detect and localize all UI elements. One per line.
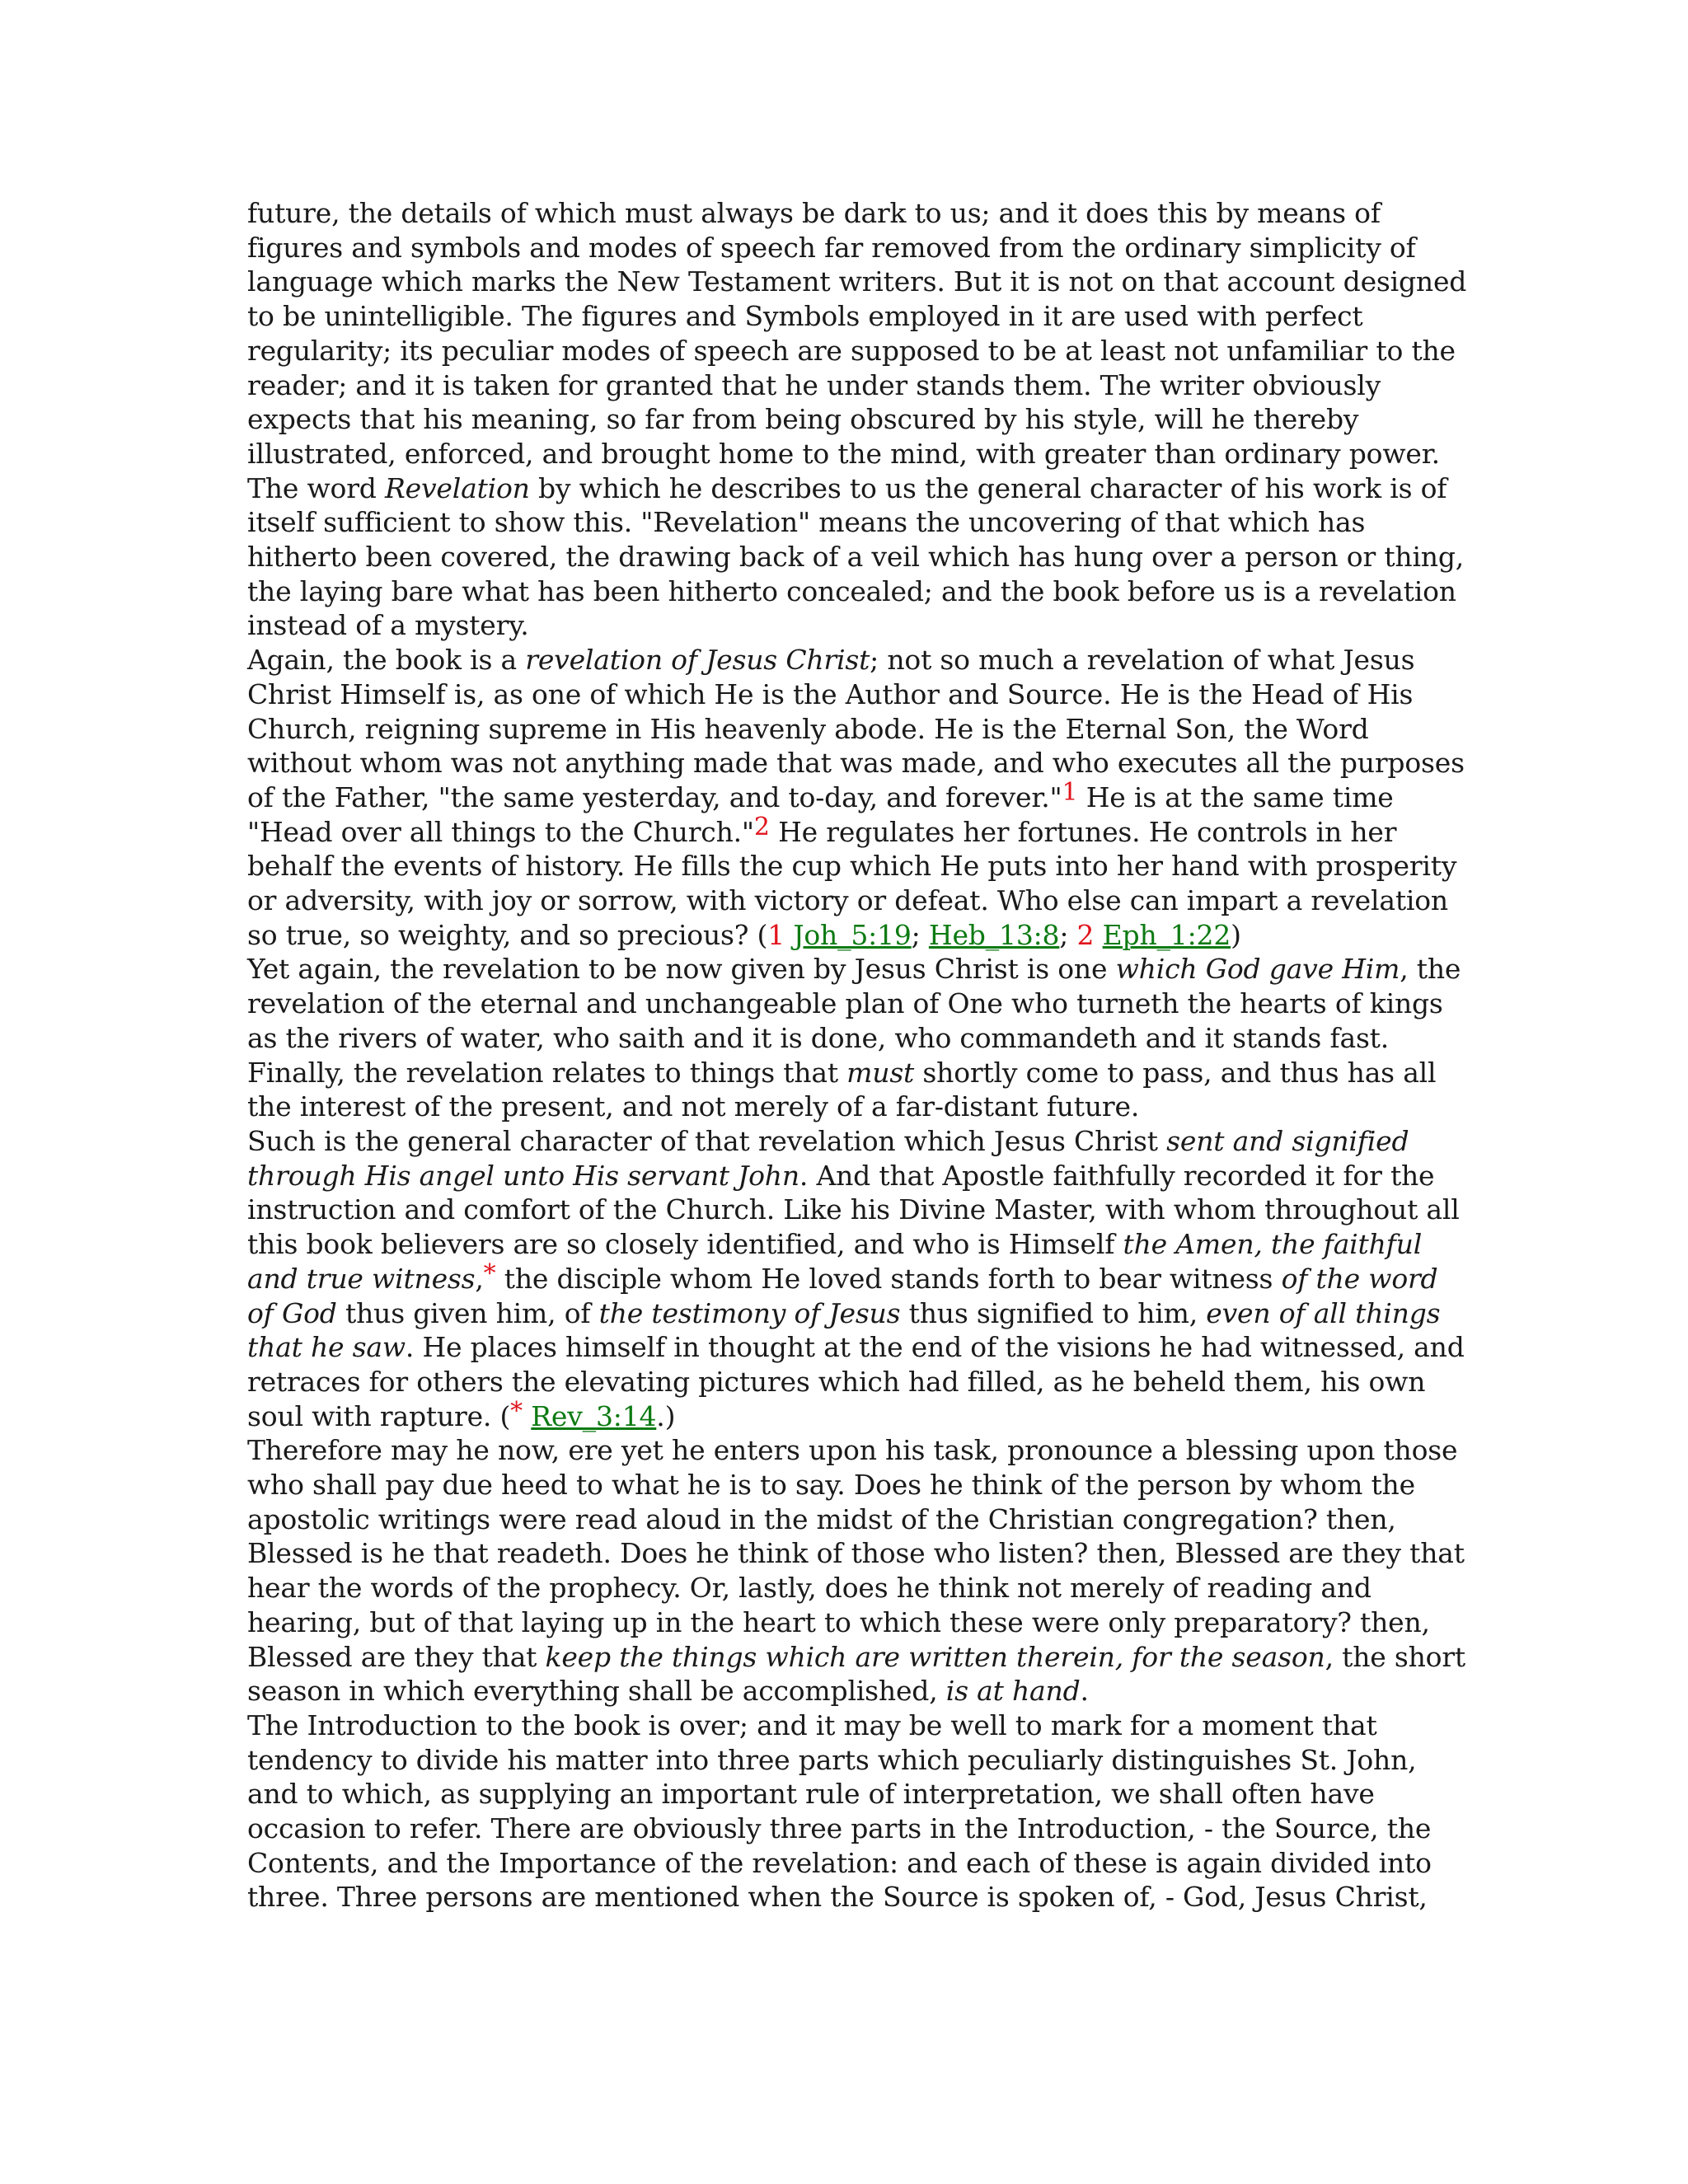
scripture-reference-link[interactable]: Joh_5:19 (793, 918, 912, 951)
text-run: thus given him, of (336, 1296, 599, 1329)
text-run (785, 919, 793, 951)
italic-run: sent and signified through His angel unto His servant John (247, 1124, 1409, 1192)
text-run: , the revelation of the eternal and unchangeable plan of One who turneth the hearts of kings as the rivers of water, who saith and it is done, who commandeth and it stands fast. (247, 953, 1461, 1054)
text-run: .) (656, 1399, 676, 1432)
text-run: future, the details of which must always be dark to us; and it does this by means of figures and symbols and modes of speech far removed from the ordinary simplicity of language which marks the New Testament writers. But it is not on that account designed to be unintelligible. The figures and Symbols employed in it are used with perfect regularity; its peculiar modes of speech are supposed to be at least not unfamiliar to the reader; and it is taken for granted that he under stands them. The writer obviously expects that his meaning, so far from being obscured by his style, will he thereby illustrated, enforced, and brought home to the mind, with greater than ordinary power. The word (247, 197, 1467, 504)
italic-run: even of all things that he saw (247, 1296, 1441, 1364)
text-run: shortly come to pass, and thus has all the interest of the present, and not merely of a far-distant future. (247, 1056, 1437, 1123)
italic-run: keep the things which are written therein, for the season (545, 1640, 1325, 1673)
text-run: thus signified to him, (900, 1296, 1207, 1329)
text-run: , (475, 1262, 484, 1295)
footnote-marker: * (483, 1258, 496, 1288)
italic-run: revelation of Jesus Christ (525, 644, 870, 677)
italic-run: the testimony of Jesus (598, 1296, 901, 1329)
text-run: , the short season in which everything shall be accomplished, (247, 1640, 1465, 1708)
footnote-marker: 1 (1062, 777, 1078, 807)
footnote-marker: 2 (1076, 918, 1095, 951)
text-run: . (1080, 1675, 1089, 1708)
italic-run: is at hand (945, 1675, 1081, 1708)
scripture-reference-link[interactable]: Rev_3:14 (531, 1399, 657, 1432)
footnote-marker: 2 (753, 812, 770, 841)
italic-run: must (846, 1056, 915, 1089)
footnote-marker: 1 (767, 918, 785, 951)
paragraph (247, 643, 1467, 952)
text-run: . And that Apostle faithfully recorded it for the instruction and comfort of the Church. Like his Divine Master, with whom throughout all this book believers are so closely identified, and who is Himself (247, 1159, 1460, 1261)
text-run: by which he describes to us the general character of his work is of itself sufficient to show this. "Revelation" means the uncovering of that which has hitherto been covered, the drawing back of a veil which has hung over a person or thing, the laying bare what has been hitherto concealed; and the book before us is a revelation instead of a mystery. (247, 471, 1465, 642)
text-run: ; not so much a revelation of what Jesus Christ Himself is, as one of which He is the Author and Source. He is the Head of His Church, reigning supreme in His heavenly abode. He is the Eternal Son, the Word without whom was not anything made that was made, and who executes all the purposes of the Father, "the same yesterday, and to-day, and forever." (247, 644, 1465, 813)
paragraph (247, 196, 1467, 643)
text-run (523, 1400, 531, 1432)
text-run: ; (1059, 918, 1077, 951)
paragraph (247, 1124, 1467, 1433)
text-run: The Introduction to the book is over; and it may be well to mark for a moment that tendency to divide his matter into three parts which peculiarly distinguishes St. John, and to which, as supplying an important rule of interpretation, we shall often have occasion to refer. There are obviously three parts in the Introduction, - the Source, the Contents, and the Importance of the revelation: and each of these is again divided into three. Three persons are mentioned when the Source is spoken of, - God, Jesus Christ, (247, 1708, 1432, 1914)
italic-run: which God gave Him (1115, 953, 1400, 986)
text-run: Yet again, the revelation to be now given by Jesus Christ is one (247, 953, 1116, 986)
text-run: Finally, the revelation relates to things that (247, 1056, 847, 1089)
text-run: Again, the book is a (247, 644, 526, 677)
text-run: the disciple whom He loved stands forth to bear witness (495, 1262, 1282, 1295)
italic-run: of the word of God (247, 1262, 1438, 1329)
text-run: . He places himself in thought at the end of the visions he had witnessed, and retraces for others the elevating pictures which had filled, as he beheld them, his own soul with rapture. ( (247, 1331, 1465, 1432)
text-run (1094, 919, 1102, 951)
footnote-marker: * (510, 1396, 523, 1426)
document-body (247, 196, 1467, 1915)
text-run: He regulates her fortunes. He controls in her behalf the events of history. He fills the cup which He puts into her hand with prosperity or adversity, with joy or sorrow, with victory or defeat. Who else can impart a revelation so true, so weighty, and so precious? ( (247, 815, 1457, 951)
text-run: He is at the same time "Head over all things to the Church." (247, 780, 1394, 848)
scripture-reference-link[interactable]: Eph_1:22 (1102, 918, 1231, 951)
text-run: ) (1231, 918, 1241, 951)
paragraph (247, 1056, 1467, 1124)
italic-run: Revelation (385, 471, 530, 504)
italic-run: the Amen, the faithful and true witness (247, 1228, 1423, 1295)
text-run: ; (911, 918, 929, 951)
paragraph (247, 1708, 1467, 1915)
paragraph (247, 1433, 1467, 1708)
scripture-reference-link[interactable]: Heb_13:8 (928, 918, 1060, 951)
paragraph (247, 952, 1467, 1055)
text-run: Such is the general character of that revelation which Jesus Christ (247, 1124, 1167, 1157)
text-run: Therefore may he now, ere yet he enters upon his task, pronounce a blessing upon those who shall pay due heed to what he is to say. Does he think of the person by whom the apostolic writings were read aloud in the midst of the Christian congregation? then, Blessed is he that readeth. Does he think of those who listen? then, Blessed are they that hear the words of the prophecy. Or, lastly, does he think not merely of reading and hearing, but of that laying up in the heart to which these were only preparatory? then, Blessed are they that (247, 1434, 1465, 1673)
